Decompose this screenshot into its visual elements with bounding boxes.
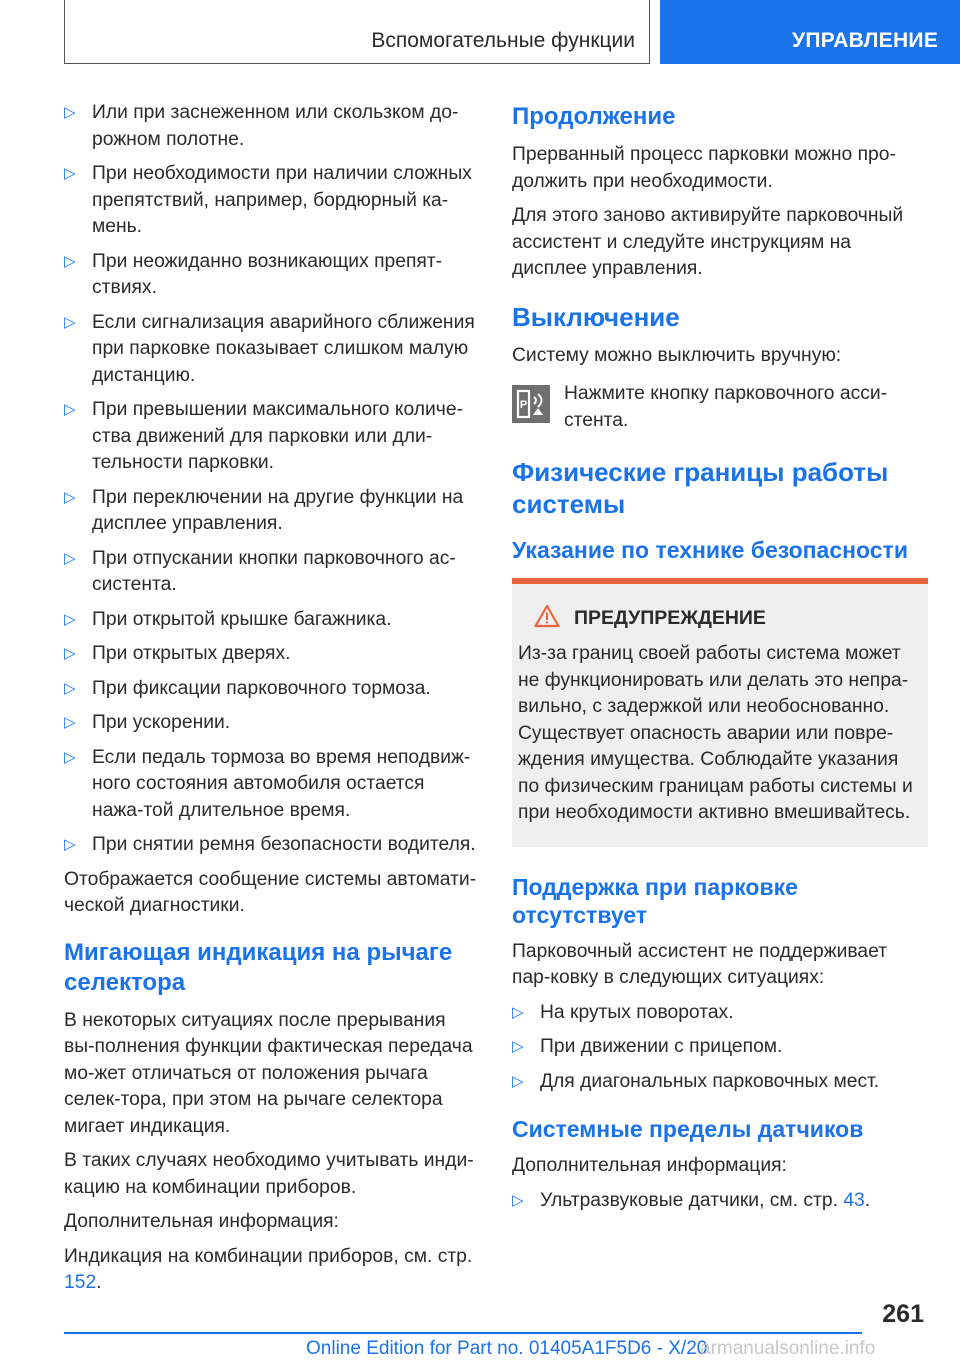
list-item-text: При необходимости при наличии сложных препятствий, например, бордюрный ка-мень. [92, 163, 472, 237]
heading-sensor-limits: Системные пределы датчиков [512, 1116, 864, 1142]
list-item-text: При открытых дверях. [92, 643, 291, 664]
sensors-more-info-label: Дополнительная информация: [512, 1155, 787, 1176]
parking-assistant-button-icon [512, 385, 550, 423]
bullet-triangle-icon: ▷ [512, 1072, 524, 1090]
watermark-text: armanualsonline.info [700, 1338, 876, 1359]
list-item [64, 397, 479, 477]
list-item [64, 249, 479, 302]
diagnostic-message-text: Отображается сообщение системы автомати-ческой диагностики. [64, 868, 477, 916]
switch-off-paragraph: Систему можно выключить вручную: [512, 344, 842, 366]
list-item-text: Если сигнализация аварийного сближения при парковке показывает слишком малую дистанцию. [92, 311, 475, 386]
bullet-triangle-icon: ▷ [512, 1038, 524, 1055]
continue-paragraph-1: Прерванный процесс парковки можно про-должить при необходимости. [512, 144, 896, 192]
heading-blinking-indicator: Мигающая индикация на рычаге селектора [64, 938, 453, 996]
list-item [64, 161, 479, 241]
list-item [64, 832, 479, 859]
list-item-text: При неожиданно возникающих препят-ствиях. [92, 250, 443, 298]
header-chapter-box [660, 0, 960, 64]
warning-triangle-icon [534, 604, 560, 633]
bullet-triangle-icon: ▷ [64, 488, 76, 506]
list-item [64, 485, 479, 538]
warning-title-row [518, 604, 914, 633]
list-item-text: На крутых поворотах. [540, 1001, 734, 1023]
warning-box [512, 584, 928, 847]
list-item-text: При переключении на другие функции на дисплее управления. [92, 486, 464, 534]
reference-text: Индикация на комбинации приборов, см. стр. [64, 1245, 473, 1267]
heading-switch-off: Выключение [512, 301, 680, 332]
header-section-title: Вспомогательные функции [371, 29, 635, 52]
blink-paragraph-1: В некоторых ситуациях после прерывания вы-полнения функции фактическая передача мо-жет отличаться от положения рычага селек-тора, при этом на рычаге селектора мигает индикация. [64, 1009, 473, 1137]
sensors-reference-text: Ультразвуковые датчики, см. стр. [540, 1189, 844, 1211]
svg-text:P: P [519, 399, 528, 411]
parking-button-instruction [512, 381, 928, 434]
list-item [64, 310, 479, 390]
list-item [64, 745, 479, 825]
list-item-text: При движении с прицепом. [540, 1036, 783, 1057]
list-item-text: При снятии ремня безопасности водителя. [92, 834, 476, 855]
bullet-triangle-icon: ▷ [64, 836, 76, 853]
left-column [64, 100, 479, 1305]
list-item [512, 1034, 928, 1061]
continue-paragraph-2: Для этого заново активируйте парковочный ассистент и следуйте инструкциям на дисплее управления. [512, 205, 904, 279]
footer-divider [64, 1332, 862, 1334]
sensors-reference-end: . [864, 1189, 871, 1211]
list-item [64, 607, 479, 634]
header-chapter-title: УПРАВЛЕНИЕ [792, 29, 939, 52]
footer-edition: Online Edition for Part no. 01405A1F5D6 - X/20 [306, 1338, 708, 1359]
blink-paragraph-2: В таких случаях необходимо учитывать инди-кацию на комбинации приборов. [64, 1150, 474, 1198]
list-item [64, 546, 479, 599]
parking-button-text: Нажмите кнопку парковочного асси-стента. [564, 383, 888, 431]
right-column [512, 100, 928, 1222]
bullet-triangle-icon: ▷ [512, 1191, 524, 1209]
sensors-reference-item [512, 1188, 928, 1215]
no-support-bullet-list [512, 1000, 928, 1096]
list-item-text: При ускорении. [92, 712, 231, 733]
list-item-text: Или при заснеженном или скользком до-рожном полотне. [92, 102, 459, 150]
no-support-paragraph: Парковочный ассистент не поддерживает пар-ковку в следующих ситуациях: [512, 940, 888, 988]
bullet-triangle-icon: ▷ [64, 610, 76, 628]
list-item-text: Если педаль тормоза во время неподвиж-ного состояния автомобиля остается нажа-той длительное время. [92, 746, 471, 821]
list-item-text: При открытой крышке багажника. [92, 608, 392, 630]
heading-no-parking-support: Поддержка при парковке отсутствует [512, 873, 798, 928]
list-item [64, 710, 479, 737]
bullet-triangle-icon: ▷ [64, 748, 76, 766]
heading-continue: Продолжение [512, 103, 676, 130]
heading-physical-limits: Физические границы работы системы [512, 457, 889, 519]
heading-safety-note: Указание по технике безопасности [512, 537, 908, 563]
list-item-text: При отпускании кнопки парковочного ас-систента. [92, 547, 456, 595]
bullet-triangle-icon: ▷ [64, 679, 76, 697]
instrument-cluster-reference [64, 1244, 479, 1297]
left-bullet-list [64, 100, 479, 859]
bullet-triangle-icon: ▷ [64, 165, 76, 182]
warning-title: ПРЕДУПРЕЖДЕНИЕ [574, 607, 766, 629]
bullet-triangle-icon: ▷ [64, 104, 76, 121]
list-item-text: При фиксации парковочного тормоза. [92, 677, 431, 699]
list-item [64, 100, 479, 153]
header-section-box [64, 0, 650, 64]
page-link-152[interactable]: 152 [64, 1272, 97, 1293]
warning-text: Из-за границ своей работы система может не функционировать или делать это непра-вильно, с задержкой или необоснованно. Существует опасность аварии или повре-ждения имущества. Соблюдайте указания по физическим границам работы системы и при необходимости активно вмешивайтесь. [518, 643, 913, 823]
reference-end: . [96, 1272, 102, 1293]
list-item-text: Для диагональных парковочных мест. [540, 1070, 880, 1092]
bullet-triangle-icon: ▷ [64, 714, 76, 731]
more-info-label: Дополнительная информация: [64, 1211, 339, 1232]
bullet-triangle-icon: ▷ [64, 549, 76, 567]
bullet-triangle-icon: ▷ [64, 313, 76, 331]
list-item [64, 676, 479, 703]
list-item [512, 1000, 928, 1027]
list-item [64, 641, 479, 668]
bullet-triangle-icon: ▷ [64, 252, 76, 270]
bullet-triangle-icon: ▷ [64, 401, 76, 418]
page-link-43[interactable]: 43 [843, 1189, 865, 1211]
list-item [512, 1069, 928, 1096]
page-number: 261 [882, 1300, 924, 1328]
bullet-triangle-icon: ▷ [512, 1003, 524, 1021]
list-item-text: При превышении максимального количе-ства движений для парковки или дли-тельности парковки. [92, 399, 463, 473]
bullet-triangle-icon: ▷ [64, 645, 76, 662]
